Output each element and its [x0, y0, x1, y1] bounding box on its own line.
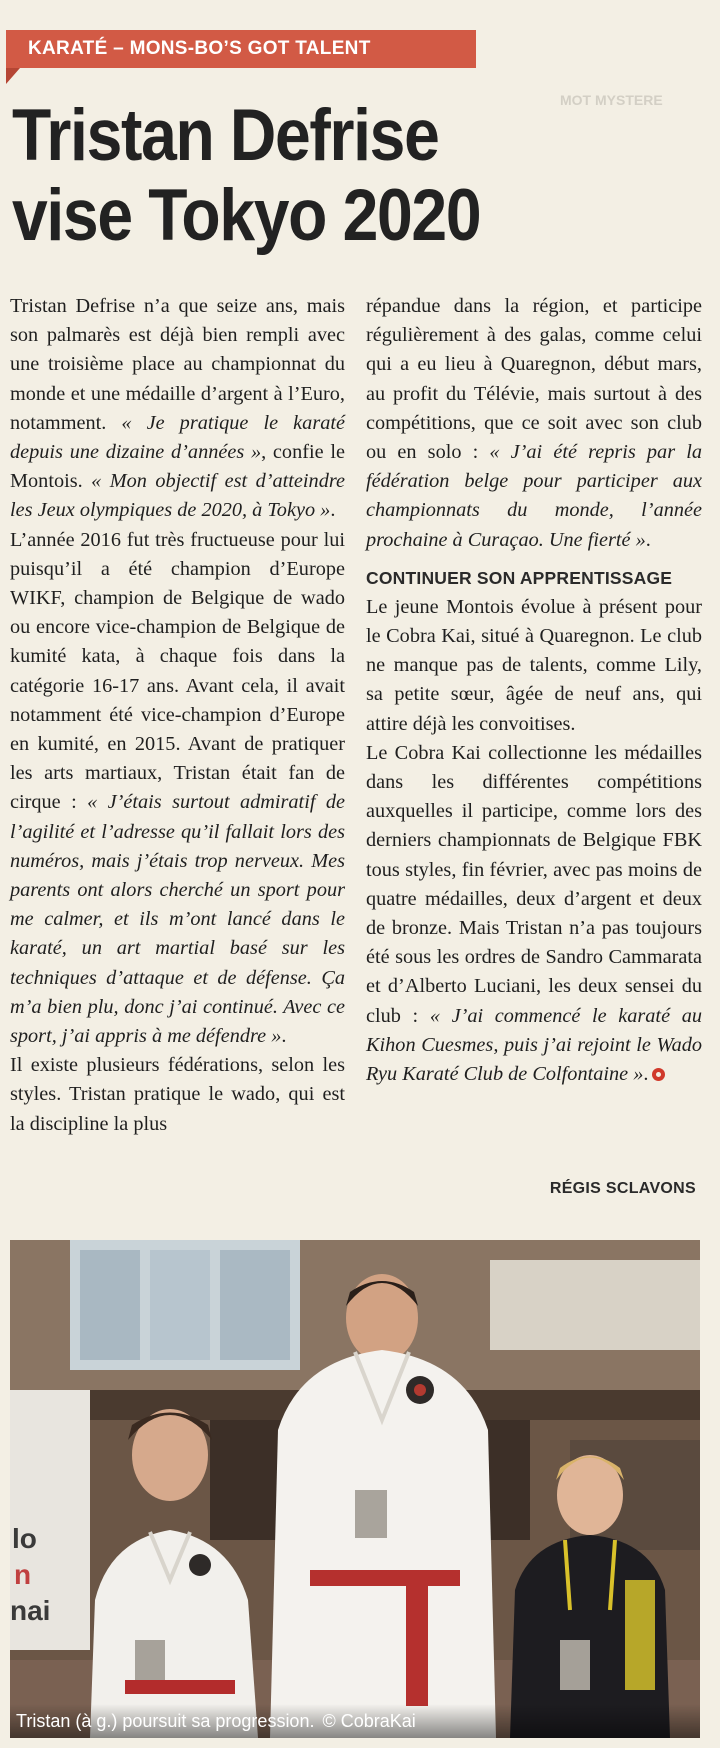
text-run: . [643, 1063, 649, 1086]
text-run: , confie le Montois. [10, 441, 345, 493]
paragraph-palmares [10, 526, 345, 1052]
section-kicker: KARATÉ – MONS-BO’S GOT TALENT [6, 30, 476, 68]
text-run: L’année 2016 fut très fructueuse pour lui puisqu’il a été champion d’Europe WIKF, champion de Belgique de wado ou encore vice-champion de Belgique de kumité kata, à chaque fois dans la catégorie 16-17 ans. Avant cela, il avait notamment été vice-champion d’Europe en kumité, en 2015. Avant de pratiquer les arts martiaux, Tristan était fan de cirque : [10, 528, 345, 814]
quote: « J’ai commencé le karaté au Kihon Cuesmes, puis j’ai rejoint le Wado Ryu Karaté Club de Colfontaine » [366, 1004, 702, 1086]
banner-text-3: nai [10, 1595, 51, 1626]
paragraph-medals [366, 739, 702, 1089]
photo-illustration [10, 1240, 700, 1738]
bleed-through-text: MOT MYSTERE [560, 92, 663, 108]
caption-text: Tristan (à g.) poursuit sa progression. [16, 1711, 315, 1731]
paragraph-cobra-kai: Le jeune Montois évolue à présent pour le Cobra Kai, situé à Quaregnon. Le club ne manque pas de talents, comme Lily, sa petite sœur, âgée de neuf ans, qui attire déjà les convoitises. [366, 595, 702, 735]
text-run: . [645, 528, 651, 551]
text-run: . [330, 499, 336, 522]
article-photo [10, 1240, 700, 1738]
headline [12, 96, 540, 256]
text-run: Tristan Defrise n’a que seize ans, mais son palmarès est déjà bien rempli avec une troisième place au championnat du monde et une médaille d’argent à l’Euro, notamment. [10, 295, 345, 434]
quote: « J’ai été repris par la fédération belge pour participer aux championnats du monde, l’année prochaine à Curaçao. Une fierté » [366, 441, 702, 551]
headline-line-1: Tristan Defrise [12, 95, 439, 176]
headline-line-2: vise Tokyo 2020 [12, 175, 481, 256]
quote: « Mon objectif est d’atteindre les Jeux olympiques de 2020, à Tokyo » [10, 470, 345, 522]
article-column-left [10, 292, 345, 1139]
text-run: Le Cobra Kai collectionne les médailles dans les différentes compétitions auxquelles il participe, comme lors des derniers championnats de Belgique FBK tous styles, fin février, avec pas moins de quatre médailles, deux d’argent et deux de bronze. Mais Tristan n’a pas toujours été sous les ordres de Sandro Cammarata et d’Alberto Luciani, les deux sensei du club : [366, 741, 702, 1027]
photo-caption [10, 1704, 700, 1738]
kicker-tail-decoration [6, 68, 20, 84]
subheading: CONTINUER SON APPRENTISSAGE [366, 567, 673, 588]
text-run: répandue dans la région, et participe régulièrement à des galas, comme celui qui a eu lieu à Quaregnon, début mars, au profit du Télévie, mais surtout à des compétitions, que ce soit avec son club ou en solo : [366, 295, 702, 464]
article-column-right [366, 292, 702, 1089]
banner-text-1: lo [12, 1523, 37, 1554]
author-byline: RÉGIS SCLAVONS [549, 1180, 696, 1197]
paragraph-galas [366, 292, 702, 555]
end-of-article-icon [652, 1068, 665, 1081]
banner-text-2: n [14, 1559, 32, 1590]
quote: « Je pratique le karaté depuis une dizaine d’années » [10, 411, 345, 464]
paragraph-intro [10, 292, 345, 526]
text-run: . [281, 1025, 287, 1048]
quote: « J’étais surtout admiratif de l’agilité et l’adresse qu’il fallait lors des numéros, mais j’étais trop nerveux. Mes parents ont alors cherché un sport pour me calmer, et ils m’ont lancé dans le karaté, un art martial basé sur les techniques d’attaque et de défense. Ça m’a bien plu, donc j’ai continué. Avec ce sport, j’ai appris à me défendre » [10, 791, 346, 1048]
paragraph-federations: Il existe plusieurs fédérations, selon les styles. Tristan pratique le wado, qui est la discipline la plus [10, 1054, 345, 1135]
photo-credit: © CobraKai [322, 1711, 416, 1731]
